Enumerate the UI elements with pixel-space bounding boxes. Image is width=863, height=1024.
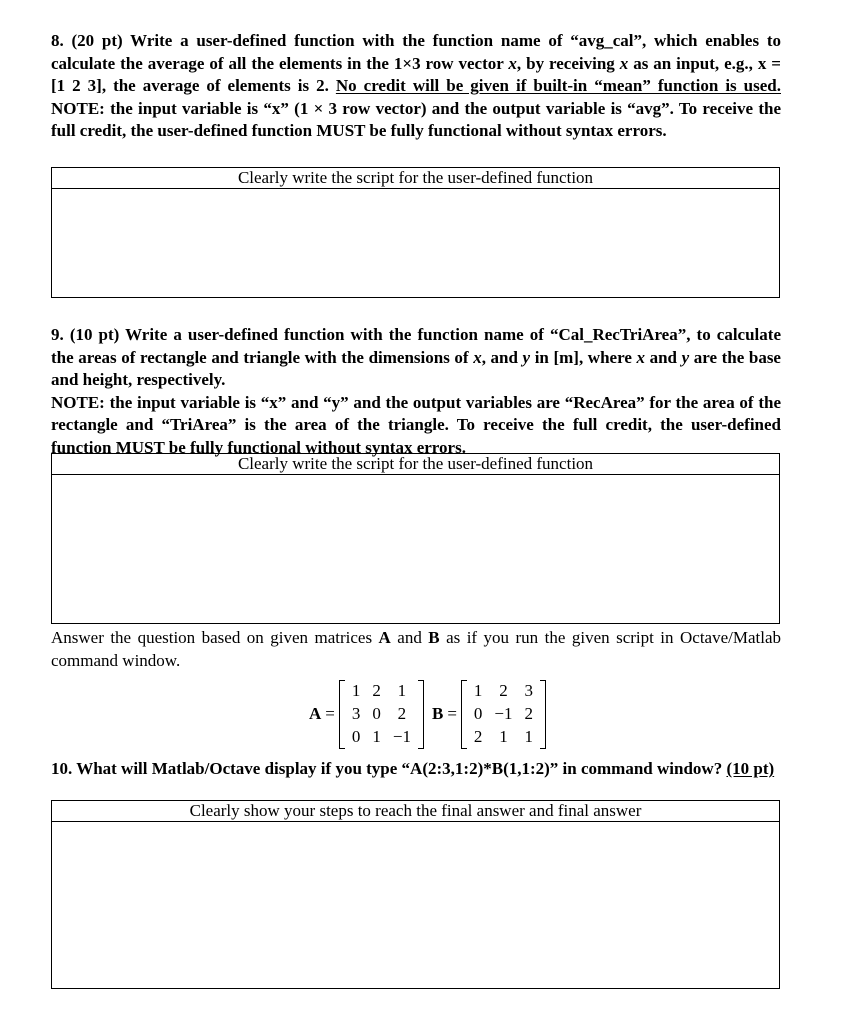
question-9-box-label: Clearly write the script for the user-defined function — [52, 454, 779, 475]
matrix-b-cell: 1 — [473, 681, 483, 700]
question-8-answer-box — [51, 167, 780, 298]
matrix-a-cell: 1 — [372, 727, 381, 746]
question-10-answer-area[interactable] — [52, 822, 779, 988]
matrix-b-cell: 3 — [524, 681, 533, 700]
matrix-a-equals: = — [325, 704, 335, 723]
matrix-b-equals: = — [447, 704, 457, 723]
question-8-text: 8. (20 pt) Write a user-defined function with the function name of “avg_cal”, which enables to calculate the average of all the elements in the 1×3 row vector x, by receiving x as an input, e.g., x = [1 2 3], the average of elements is 2. No credit will be given if built-in “mean” function is used. NOTE: the input variable is “x” (1 × 3 row vector) and the output variable is “avg”. To receive the full credit, the user-defined function MUST be fully functional without syntax errors. — [51, 31, 781, 140]
matrix-b-cell: −1 — [494, 704, 513, 723]
matrix-b-cell: 2 — [499, 681, 508, 700]
matrix-b-cell: 2 — [473, 727, 483, 746]
question-8-answer-area[interactable] — [52, 189, 779, 297]
question-10-answer-box — [51, 800, 780, 989]
matrix-a-cell: −1 — [392, 727, 411, 746]
matrix-b-cell: 1 — [499, 727, 508, 746]
matrix-a-cell: 1 — [397, 681, 407, 700]
matrices-display — [0, 674, 863, 754]
matrix-a-cell: 1 — [351, 681, 361, 700]
question-9-answer-box — [51, 453, 780, 624]
matrix-b-name: B — [431, 704, 444, 723]
matrix-a-cell: 0 — [372, 704, 381, 723]
question-10-text: 10. What will Matlab/Octave display if you type “A(2:3,1:2)*B(1,1:2)” in command window? (10 pt) — [51, 759, 775, 778]
matrix-a — [339, 680, 424, 749]
question-9-text: 9. (10 pt) Write a user-defined function with the function name of “Cal_RecTriArea”, to calculate the areas of rectangle and triangle with the dimensions of x, and y in [m], where x and y are the base and height, respectively. NOTE: the input variable is “x” and “y” and the output variables are “RecArea” for the area of the rectangle and “TriArea” is the area of the triangle. To receive the full credit, the user-defined function MUST be fully functional without syntax errors. — [51, 325, 781, 457]
matrix-a-cell: 3 — [351, 704, 361, 723]
matrix-a-name: A — [309, 704, 322, 723]
question-10-box-label: Clearly show your steps to reach the final answer and final answer — [52, 801, 779, 822]
question-10-points: (10 pt) — [726, 759, 775, 778]
no-credit-warning: No credit will be given if built-in “mean” function is used. — [335, 76, 781, 95]
question-9-note: NOTE: the input variable is “x” and “y” and the output variables are “RecArea” for the area of the rectangle and “TriArea” is the area of the triangle. To receive the full credit, the user-defined function MUST be fully functional without syntax errors. — [51, 392, 781, 457]
matrix-a-cell: 2 — [372, 681, 381, 700]
matrix-b-cell: 2 — [524, 704, 533, 723]
matrices-intro: Answer the question based on given matrices A and B as if you run the given script in Octave/Matlab command window. — [51, 628, 782, 670]
question-8-box-label: Clearly write the script for the user-defined function — [52, 168, 779, 189]
matrix-a-cell: 0 — [351, 727, 361, 746]
question-9-answer-area[interactable] — [52, 475, 779, 623]
matrix-a-cell: 2 — [397, 704, 407, 723]
matrix-b — [461, 680, 546, 749]
matrix-b-cell: 0 — [473, 704, 483, 723]
matrix-b-cell: 1 — [524, 727, 533, 746]
